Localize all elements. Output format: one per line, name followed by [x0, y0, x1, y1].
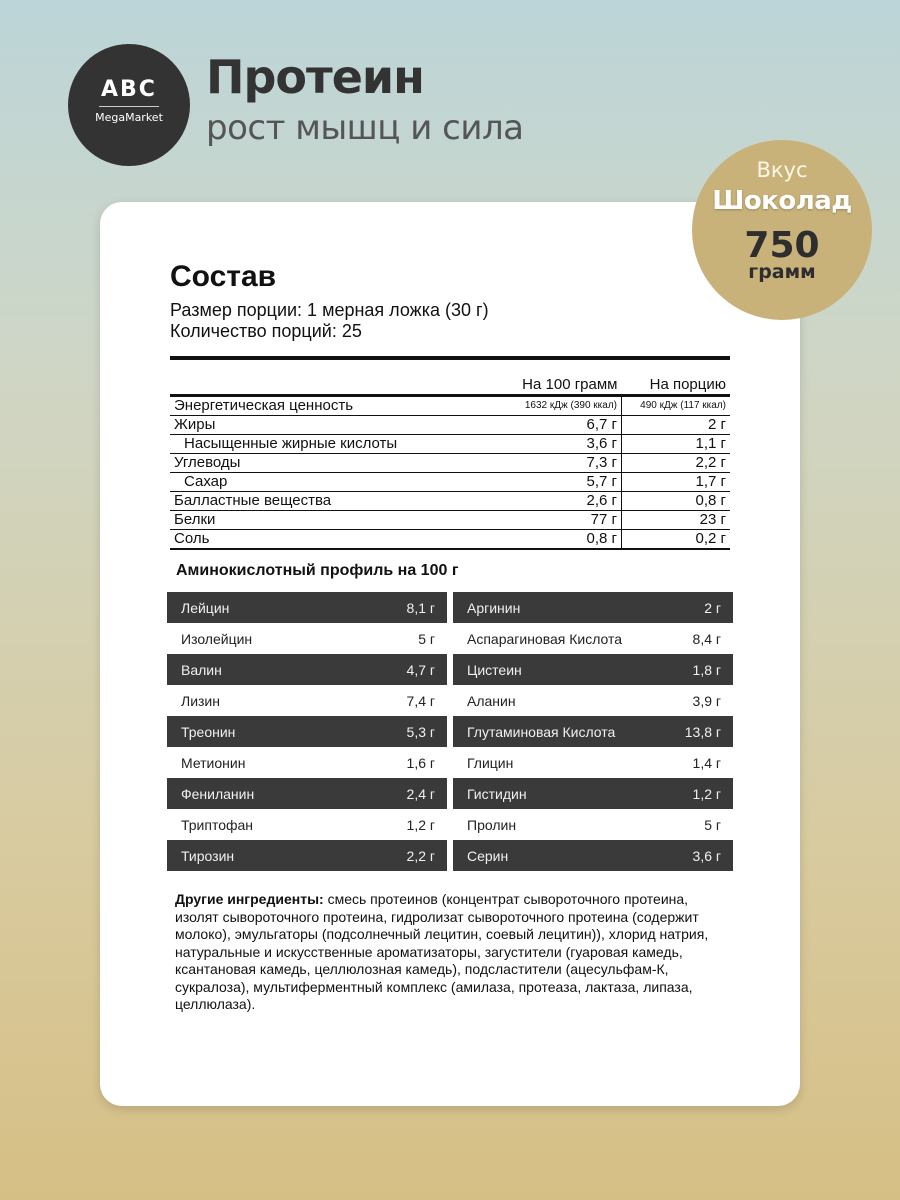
- amino-name: Лейцин: [181, 599, 230, 616]
- amino-name: Валин: [181, 661, 222, 678]
- amino-value: 1,2 г: [406, 816, 435, 833]
- table-row: [170, 416, 730, 435]
- amino-name: Тирозин: [181, 847, 235, 864]
- nutrient-name: Белки: [170, 511, 501, 530]
- amino-value: 1,2 г: [692, 785, 721, 802]
- amino-value: 7,4 г: [406, 692, 435, 709]
- nutrient-name: Сахар: [170, 473, 501, 492]
- amino-row: [167, 778, 733, 809]
- amino-name: Аргинин: [467, 599, 521, 616]
- amino-value: 13,8 г: [684, 723, 721, 740]
- amino-cell: [453, 716, 733, 747]
- nutrient-per-portion: 0,8 г: [622, 492, 731, 511]
- amino-row: [167, 592, 733, 623]
- nutrient-per-100g: 2,6 г: [501, 492, 622, 511]
- amino-value: 5,3 г: [406, 723, 435, 740]
- amino-value: 5 г: [418, 630, 435, 647]
- amino-value: 2,2 г: [406, 847, 435, 864]
- table-row: [170, 473, 730, 492]
- other-ingredients: [175, 891, 735, 1014]
- amino-cell: [167, 654, 447, 685]
- page-title: Протеин: [206, 50, 424, 104]
- amino-name: Изолейцин: [181, 630, 253, 647]
- amino-name: Глутаминовая Кислота: [467, 723, 616, 740]
- amino-row: [167, 623, 733, 654]
- weight-unit: грамм: [748, 261, 816, 283]
- flavor-label: Вкус: [756, 158, 808, 182]
- nutrition-header-row: [170, 358, 730, 396]
- amino-profile-title: Аминокислотный профиль на 100 г: [176, 562, 459, 579]
- amino-cell: [167, 809, 447, 840]
- amino-cell: [453, 592, 733, 623]
- table-row: [170, 454, 730, 473]
- nutrient-per-100g: 5,7 г: [501, 473, 622, 492]
- amino-value: 3,9 г: [692, 692, 721, 709]
- logo-divider: [99, 106, 159, 107]
- nutrient-name: Насыщенные жирные кислоты: [170, 435, 501, 454]
- amino-name: Гистидин: [467, 785, 527, 802]
- nutrient-name: Соль: [170, 530, 501, 550]
- nutrient-per-portion: 2,2 г: [622, 454, 731, 473]
- table-row: [170, 511, 730, 530]
- nutrient-name: Балластные вещества: [170, 492, 501, 511]
- amino-name: Триптофан: [181, 816, 254, 833]
- nutrient-per-100g: 1632 кДж (390 ккал): [501, 396, 622, 416]
- amino-row: [167, 747, 733, 778]
- nutrient-per-100g: 6,7 г: [501, 416, 622, 435]
- amino-row: [167, 809, 733, 840]
- amino-cell: [167, 778, 447, 809]
- servings-count: Количество порций: 25: [170, 321, 362, 341]
- amino-name: Пролин: [467, 816, 517, 833]
- nutrient-per-portion: 0,2 г: [622, 530, 731, 550]
- amino-cell: [167, 592, 447, 623]
- amino-value: 8,1 г: [406, 599, 435, 616]
- amino-name: Аланин: [467, 692, 516, 709]
- amino-value: 2 г: [704, 599, 721, 616]
- nutrient-per-100g: 0,8 г: [501, 530, 622, 550]
- amino-value: 5 г: [704, 816, 721, 833]
- amino-name: Глицин: [467, 754, 514, 771]
- amino-value: 3,6 г: [692, 847, 721, 864]
- other-ingredients-label: Другие ингредиенты:: [175, 891, 324, 907]
- flavor-name: Шоколад: [712, 186, 852, 216]
- amino-value: 4,7 г: [406, 661, 435, 678]
- nutrient-per-portion: 490 кДж (117 ккал): [622, 396, 731, 416]
- composition-title: Состав: [170, 260, 277, 293]
- amino-profile-grid: [167, 592, 733, 871]
- amino-cell: [453, 778, 733, 809]
- amino-cell: [167, 840, 447, 871]
- nutrient-per-100g: 3,6 г: [501, 435, 622, 454]
- amino-value: 1,6 г: [406, 754, 435, 771]
- amino-name: Аспарагиновая Кислота: [467, 630, 623, 647]
- nutrient-per-portion: 1,7 г: [622, 473, 731, 492]
- nutrient-name: Углеводы: [170, 454, 501, 473]
- col-per-portion: На порцию: [649, 376, 726, 393]
- amino-cell: [453, 840, 733, 871]
- amino-row: [167, 716, 733, 747]
- amino-cell: [453, 747, 733, 778]
- amino-name: Лизин: [181, 692, 220, 709]
- amino-name: Метионин: [181, 754, 246, 771]
- nutrition-table: [170, 356, 730, 550]
- amino-row: [167, 685, 733, 716]
- amino-row: [167, 654, 733, 685]
- other-ingredients-text: смесь протеинов (концентрат сывороточного протеина, изолят сывороточного протеина, гидролизат сывороточного протеина (содержит молоко), эмульгаторы (подсолнечный лецитин, соевый лецитин)), хлорид натрия, натуральные и искусственные ароматизаторы, загустители (гуаровая камедь, ксантановая камедь, целлюлозная камедь), подсластители (ацесульфам-К, сукралоза), мультиферментный комплекс (амилаза, протеаза, лактаза, липаза, целлюлаза).: [175, 891, 709, 1012]
- amino-cell: [453, 623, 733, 654]
- nutrient-name: Жиры: [170, 416, 501, 435]
- col-per-100g: На 100 грамм: [522, 376, 618, 393]
- amino-name: Фениланин: [181, 785, 255, 802]
- nutrient-per-portion: 1,1 г: [622, 435, 731, 454]
- amino-name: Цистеин: [467, 661, 522, 678]
- amino-cell: [453, 685, 733, 716]
- amino-name: Треонин: [181, 723, 236, 740]
- table-row: [170, 492, 730, 511]
- amino-cell: [453, 809, 733, 840]
- table-row: [170, 435, 730, 454]
- nutrient-per-100g: 77 г: [501, 511, 622, 530]
- nutrient-name: Энергетическая ценность: [170, 396, 501, 416]
- amino-value: 1,4 г: [692, 754, 721, 771]
- nutrient-per-portion: 23 г: [622, 511, 731, 530]
- nutrient-per-portion: 2 г: [622, 416, 731, 435]
- amino-value: 8,4 г: [692, 630, 721, 647]
- amino-cell: [453, 654, 733, 685]
- amino-name: Серин: [467, 847, 509, 864]
- amino-cell: [167, 623, 447, 654]
- amino-cell: [167, 747, 447, 778]
- weight-value: 750: [744, 225, 820, 266]
- table-row: [170, 396, 730, 416]
- page-subtitle: рост мышц и сила: [206, 108, 524, 148]
- nutrient-per-100g: 7,3 г: [501, 454, 622, 473]
- table-row: [170, 530, 730, 550]
- amino-row: [167, 840, 733, 871]
- amino-cell: [167, 685, 447, 716]
- amino-value: 1,8 г: [692, 661, 721, 678]
- amino-value: 2,4 г: [406, 785, 435, 802]
- serving-size: Размер порции: 1 мерная ложка (30 г): [170, 300, 489, 320]
- amino-cell: [167, 716, 447, 747]
- logo-abc: ABC: [101, 77, 157, 102]
- brand-logo: [68, 44, 190, 166]
- logo-megamarket: MegaMarket: [95, 111, 163, 124]
- flavor-badge: [692, 140, 872, 320]
